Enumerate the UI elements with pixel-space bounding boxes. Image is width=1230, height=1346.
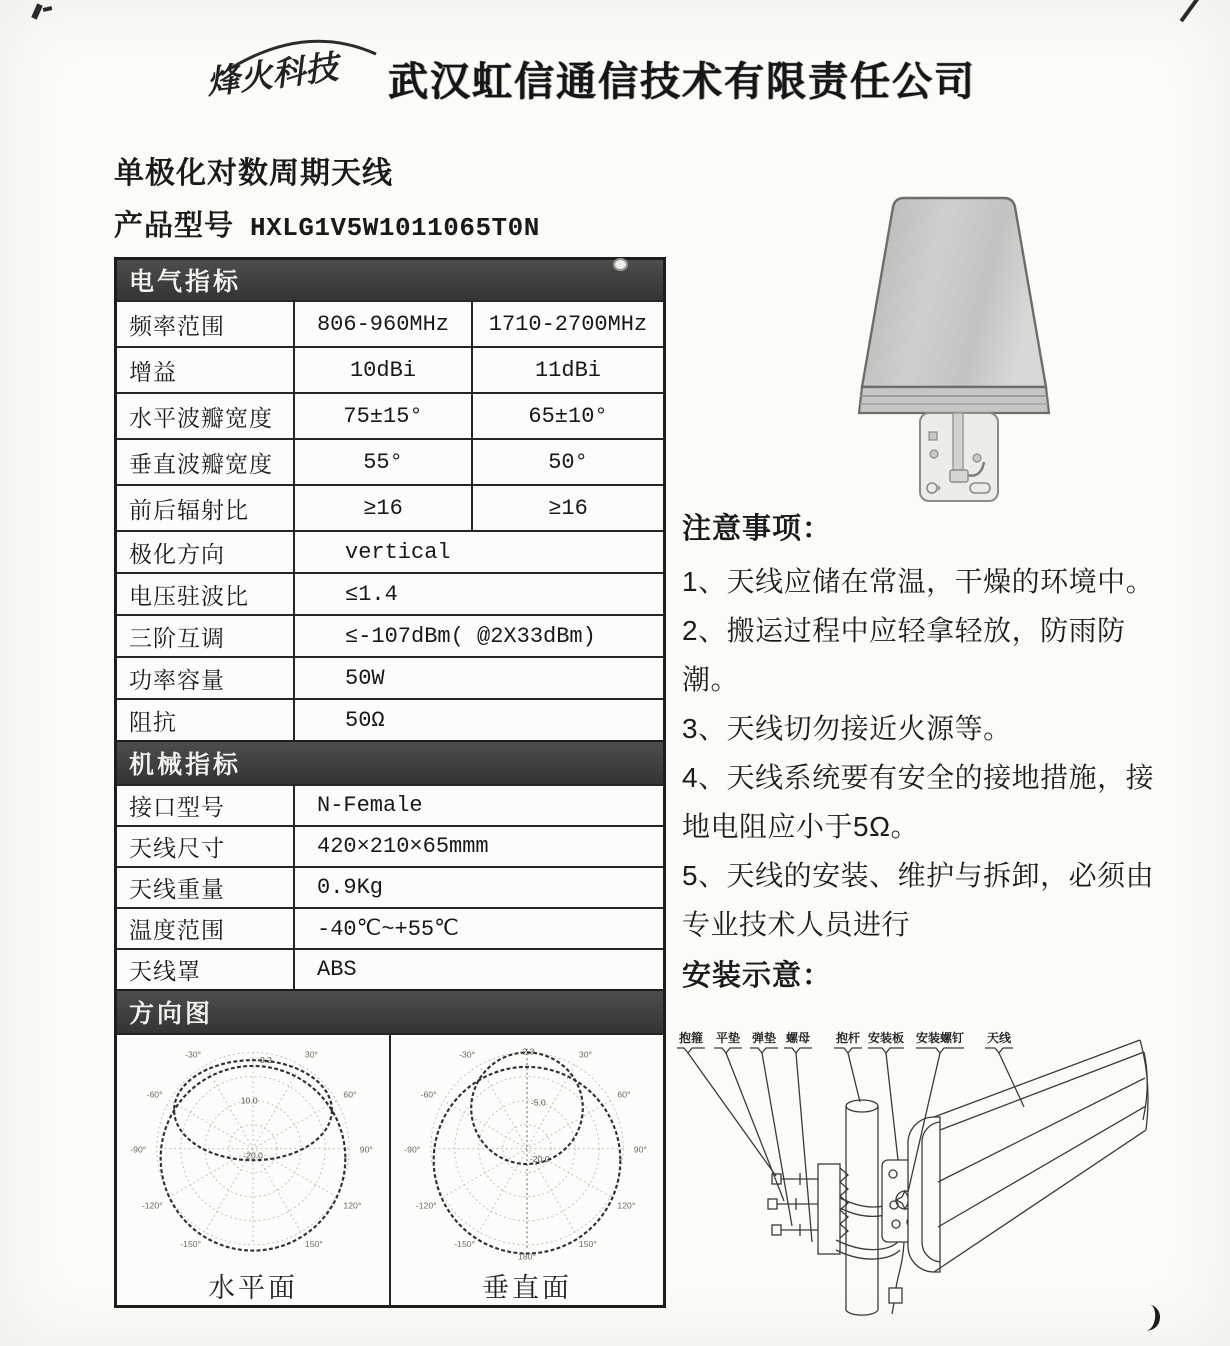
radome-base (859, 387, 1049, 413)
angle-label: -90° (404, 1144, 421, 1155)
angle-label: 150° (304, 1238, 323, 1249)
notes-section (682, 506, 1180, 994)
row-label: 电压驻波比 (117, 574, 295, 614)
row-value: vertical (345, 539, 451, 565)
row-value: ≤-107dBm( @2X33dBm) (345, 623, 596, 649)
row-value-high-band: 50° (548, 449, 588, 475)
section-header-mechanical: 机械指标 (117, 740, 663, 784)
row-label: 天线罩 (117, 950, 295, 989)
angle-label: 90° (359, 1144, 373, 1155)
logo-text: 烽火科技 (204, 48, 340, 101)
angle-label: 90° (633, 1144, 647, 1155)
horizontal-pattern-caption: 水平面 (208, 1273, 298, 1303)
note-item: 5、天线的安装、维护与拆卸，必须由专业技术人员进行 (682, 860, 1155, 940)
install-label: 抱箍 (678, 1031, 704, 1045)
row-label: 三阶互调 (117, 616, 295, 656)
row-value: -40℃~+55℃ (317, 916, 459, 942)
vertical-pattern-cell (389, 1035, 663, 1305)
scale-label: -5.0 (530, 1097, 546, 1108)
antenna-body (908, 1040, 1148, 1272)
angle-label: -30° (459, 1049, 476, 1060)
row-value: 420×210×65mmm (317, 834, 489, 859)
table-row (117, 572, 663, 614)
install-heading: 安装示意： (682, 960, 833, 992)
row-value-high-band: 65±10° (528, 403, 608, 429)
mount-rod (953, 413, 963, 475)
scan-artifact (31, 3, 43, 19)
row-label: 垂直波瓣宽度 (117, 440, 295, 484)
vertical-pattern-caption: 垂直面 (482, 1273, 572, 1303)
row-label: 天线尺寸 (117, 827, 295, 866)
row-label: 接口型号 (117, 786, 295, 825)
angle-label: -150° (454, 1238, 476, 1249)
row-label: 增益 (117, 348, 295, 392)
install-label: 天线 (986, 1031, 1012, 1045)
angle-label: -150° (180, 1238, 202, 1249)
model-number: HXLG1V5W1011065T0N (250, 213, 540, 243)
angle-label: 180° (518, 1251, 536, 1262)
angle-label: 150° (578, 1238, 597, 1249)
row-value-high-band: 11dBi (534, 357, 601, 383)
note-item: 4、天线系统要有安全的接地措施，接地电阻应小于5Ω。 (682, 762, 1155, 842)
install-labels (677, 1030, 1024, 1242)
row-value-high-band: 1710-2700MHz (488, 311, 648, 337)
marker-label: -9.2 (257, 1055, 272, 1066)
row-label: 天线重量 (117, 868, 295, 907)
row-label: 前后辐射比 (117, 486, 295, 530)
angle-label: -30° (185, 1049, 202, 1060)
table-row (117, 484, 663, 530)
scale-label: -20.0 (529, 1154, 550, 1165)
table-row (117, 614, 663, 656)
row-label: 温度范围 (117, 909, 295, 948)
scan-artifact (1180, 0, 1201, 22)
table-row (117, 300, 663, 346)
install-label: 弹垫 (751, 1031, 777, 1045)
table-row (117, 530, 663, 572)
row-value-low-band: ≥16 (295, 486, 473, 530)
angle-label: 120° (343, 1200, 362, 1211)
horizontal-pattern-plot (117, 1039, 389, 1266)
product-title: 单极化对数周期天线 (114, 157, 393, 190)
row-value: ABS (317, 957, 357, 982)
row-value-low-band: 55° (295, 440, 473, 484)
note-item: 2、搬运过程中应轻拿轻放，防雨防潮。 (682, 615, 1126, 695)
company-logo (200, 28, 390, 120)
install-label: 安装螺钉 (915, 1031, 965, 1045)
table-row (117, 438, 663, 484)
row-label: 水平波瓣宽度 (117, 394, 295, 438)
angle-label: 120° (617, 1200, 636, 1211)
angle-label: -90° (130, 1144, 147, 1155)
row-label: 功率容量 (117, 658, 295, 698)
section-header-pattern: 方向图 (117, 989, 663, 1033)
spec-table (114, 257, 666, 1308)
table-row (117, 907, 663, 948)
install-label: 抱杆 (835, 1031, 861, 1045)
scale-label: -20.0 (243, 1150, 263, 1161)
row-label: 频率范围 (117, 302, 295, 346)
notes-heading: 注意事项： (682, 513, 833, 545)
scale-label: 10.0 (240, 1095, 258, 1106)
row-value-low-band: 10dBi (295, 348, 473, 392)
antenna-photo (822, 182, 1092, 517)
row-label: 阻抗 (117, 700, 295, 740)
table-row (117, 346, 663, 392)
scan-artifact (43, 6, 53, 12)
angle-label: -120° (415, 1200, 437, 1211)
row-value-low-band: 806-960MHz (295, 302, 473, 346)
company-name: 武汉虹信通信技术有限责任公司 (388, 60, 976, 104)
install-label: 螺母 (785, 1031, 811, 1045)
section-header-electrical: 电气指标 (117, 260, 663, 300)
angle-label: 30° (304, 1049, 319, 1060)
install-label: 安装板 (867, 1031, 905, 1045)
angle-label: -60° (146, 1089, 163, 1100)
table-row (117, 948, 663, 989)
marker-label: -2.3 (519, 1046, 535, 1057)
angle-label: 60° (617, 1089, 631, 1100)
row-value-low-band: 75±15° (295, 394, 473, 438)
row-value: 50Ω (345, 707, 385, 733)
table-row (117, 392, 663, 438)
pattern-row (117, 1033, 663, 1305)
scan-artifact (613, 258, 628, 271)
install-diagram (672, 1012, 1228, 1342)
row-value: 50W (345, 665, 385, 691)
table-row (117, 656, 663, 698)
radome-body (862, 198, 1046, 387)
product-model-line (114, 203, 540, 244)
table-row (117, 698, 663, 740)
row-value: 0.9Kg (317, 875, 384, 900)
row-value-high-band: ≥16 (548, 495, 588, 521)
note-item: 3、天线切勿接近火源等。 (682, 713, 1012, 744)
table-row (117, 825, 663, 866)
table-row (117, 784, 663, 825)
vertical-pattern-plot (391, 1039, 663, 1266)
angle-label: 60° (343, 1089, 357, 1100)
angle-label: -60° (420, 1089, 437, 1100)
row-label: 极化方向 (117, 532, 295, 572)
angle-label: -120° (141, 1200, 163, 1211)
note-item: 1、天线应储在常温，干燥的环境中。 (682, 566, 1155, 597)
install-label: 平垫 (715, 1031, 741, 1045)
row-value: N-Female (317, 793, 423, 818)
model-label: 产品型号 (114, 210, 235, 242)
angle-label: 30° (578, 1049, 593, 1060)
row-value: ≤1.4 (345, 581, 398, 607)
horizontal-pattern-cell (117, 1035, 389, 1305)
table-row (117, 866, 663, 907)
